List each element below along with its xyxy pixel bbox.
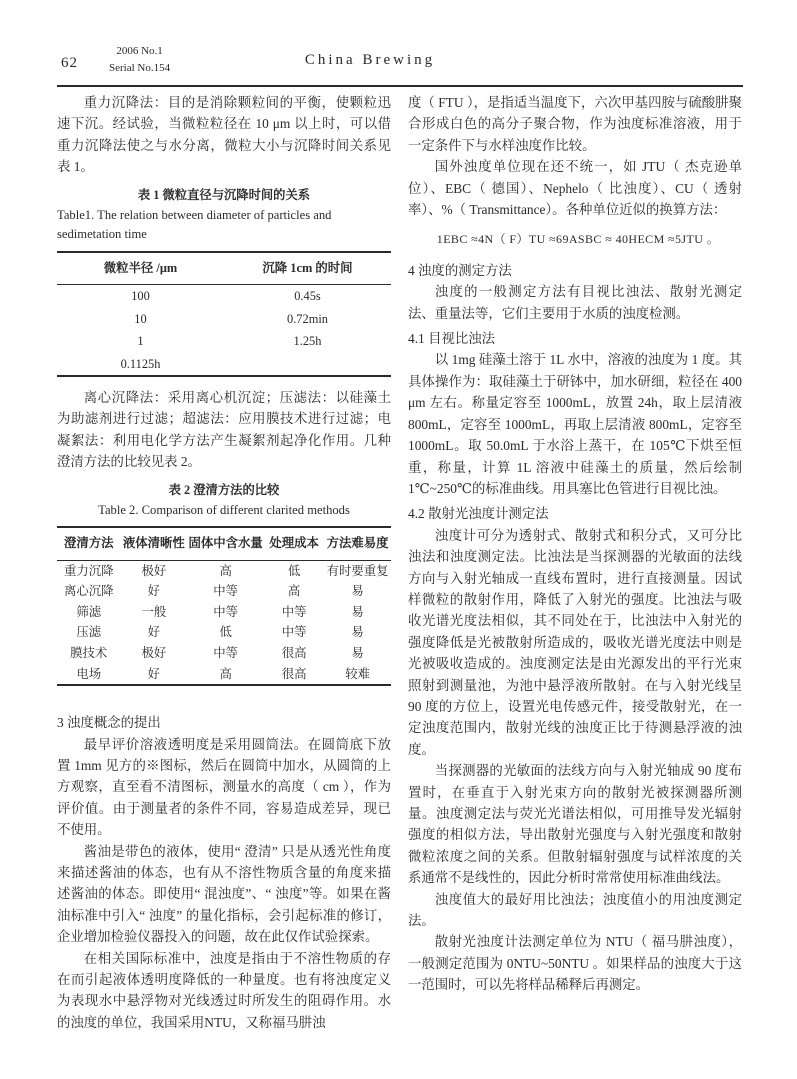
table-cell: 压滤 [76, 625, 102, 640]
table-cell: 好 [147, 584, 161, 599]
table-cell: 1.25h [293, 334, 322, 349]
table2-caption-zh: 表 2 澄清方法的比较 [168, 482, 280, 497]
table-cell: 易 [351, 625, 364, 640]
table-cell: 中等 [281, 625, 307, 640]
paragraph-international-standard: 在相关国际标准中，浊度是指由于不溶性物质的存在而引起液体透明度降低的一种量度。也有将浊度定义为表现水中悬浮物对光线透过时所发生的阻碍作用。水的浊度的单位，我国采用NTU，又称福马肼浊 [57, 950, 391, 1030]
table-cell: 一般 [141, 604, 167, 619]
article-body [57, 92, 743, 1033]
paragraph-ftu-continuation: 度（ FTU ），是指适当温度下，六次甲基四胺与硫酸肼聚合形成白色的高分子聚合物，作为浊度标准溶液，用于一定条件下与水样浊度作比较。 [408, 95, 742, 153]
table-cell: 极好 [141, 645, 167, 660]
table-row [57, 285, 391, 308]
table-header-cell: 澄清方法 [57, 527, 120, 560]
paragraph-cylinder-method: 最早评价溶液透明度是采用圆筒法。在圆筒底下放置 1mm 见方的※图标，然后在圆筒中加水，从圆筒的上方观察，直至看不清图标，测量水的高度（ cm ），作为评价值。由于测量者的条件不同，容易造成差异，现已不使用。 [57, 736, 391, 838]
table-cell: 高 [219, 666, 232, 681]
table-row [57, 527, 391, 560]
table-cell [224, 353, 391, 377]
table-cell: 1 [137, 334, 144, 349]
paragraph-clarification-methods: 离心沉降法：采用离心机沉淀；压滤法：以硅藻土为助滤剂进行过滤；超滤法：应用膜技术进行过滤；电凝絮法：利用电化学方法产生凝絮剂起净化作用。几种澄清方法的比较见表 2。 [57, 390, 391, 470]
table-cell: 100 [131, 289, 150, 304]
table-header-cell: 固体中含水量 [187, 527, 264, 560]
table-row [57, 581, 391, 602]
table-cell: 很高 [281, 645, 307, 660]
table-header-cell: 沉降 1cm 的时间 [224, 252, 391, 285]
table-cell: 低 [287, 563, 301, 578]
paragraph-scattered-light-1: 浊度计可分为透射式、散射式和积分式，又可分比浊法和浊度测定法。比浊法是当探测器的光敏面的法线方向与入射光轴成一直线布置时，进行直接测量。因试样微粒的散射作用，降低了入射光的强度。比浊法与吸收光谱光度法相似，其不同处在于，比浊法中入射光的强度降低是光被散射所造成的，吸收光谱光度法中则是光被吸收造成的。浊度测定法是由光源发出的平行光束照射到测量池，为池中悬浮液所散射。在与入射光线呈 90 度的方位上，设置光电传感元件，接受散射光，在一定浊度范围内，散射光线的浊度正比于待测悬浮液的浊度。 [408, 527, 742, 757]
section-4-1-heading: 4.1 目视比浊法 [408, 331, 496, 347]
issue-line2: Serial No.154 [109, 62, 171, 74]
table-cell: 高 [219, 563, 232, 578]
table1-caption-en-line1: Table1. The relation between diameter of particles and [57, 207, 332, 222]
table-row [57, 252, 391, 285]
left-column [57, 92, 391, 1033]
table-row [57, 664, 391, 686]
table-cell: 中等 [213, 645, 239, 660]
table-cell: 易 [351, 645, 364, 660]
table-header-cell: 液体清晰性 [120, 527, 187, 560]
table-header-cell: 微粒半径 /μm [57, 252, 224, 285]
table-cell: 好 [147, 666, 161, 681]
table-cell: 很高 [281, 666, 307, 681]
table2-caption-en: Table 2. Comparison of different clarited methods [98, 502, 350, 517]
table-1 [57, 251, 391, 377]
paragraph-scattered-light-2: 当探测器的光敏面的法线方向与入射光轴成 90 度布置时，在垂直于入射光束方向的散射光被探测器所测量。浊度测定法与荧光光谱法相似，可用推导发光辐射强度的相似方法，导出散射光强度与入射光强度和散射微粒浓度之间的关系。但散射辐射强度与试样浓度的关系通常不是线性的，因此分析时常常使用标准曲线法。 [408, 763, 742, 886]
table-cell: 较难 [345, 666, 370, 681]
unit-conversion-formula: 1EBC ≈4N（ F）TU ≈69ASBC ≈ 40HECM ≈5JTU 。 [436, 232, 720, 247]
issue-line1: 2006 No.1 [116, 45, 163, 57]
paragraph-gravity-sedimentation: 重力沉降法：目的是消除颗粒间的平衡，使颗粒迅速下沉。经试验，当微粒粒径在 10 μm 以上时，可以借重力沉降法使之与水分离，微粒大小与沉降时间关系见表 1。 [57, 95, 391, 175]
paragraph-visual-turbidimetry: 以 1mg 硅藻土溶于 1L 水中，溶液的浊度为 1 度。其具体操作为：取硅藻土于研钵中，加水研细，粒径在 400 μm 左右。称量定容至 1000mL，放置 24h，取上层清液 800mL，定容至 1000mL，再取上层清液 800mL，定容至 1000mL。取 50.0mL 于水浴上蒸干，在 105℃下烘至恒重，称量，计算 1L 溶液中硅藻土的质量，然后绘制 1℃~250℃的标准曲线。用具塞比色管进行目视比浊。 [408, 352, 742, 496]
table-cell: 重力沉降 [63, 563, 114, 578]
table-cell: 0.45s [294, 289, 321, 304]
table-cell: 有时要重复 [326, 563, 389, 578]
table-header-cell: 方法难易度 [324, 527, 391, 560]
table-cell: 中等 [213, 584, 239, 599]
table-row [57, 602, 391, 623]
table-cell: 0.1125h [120, 356, 161, 371]
table1-caption-zh: 表 1 微粒直径与沉降时间的关系 [137, 187, 311, 202]
table-header-cell: 处理成本 [264, 527, 324, 560]
page-number: 62 [61, 55, 78, 71]
paragraph-soy-sauce: 酱油是带色的液体，使用“ 澄清” 只是从透光性角度来描述酱油的体态，也有从不溶性物质含量的角度来描述酱油的体态。即使用“ 混浊度”、“ 浊度”等。如果在酱油标准中引入“ 浊度” 的量化指标，会引起标准的修订，企业增加检验仪器投入的问题，故在此仅作试验探索。 [57, 843, 391, 945]
table-cell: 中等 [213, 604, 239, 619]
table-cell: 极好 [141, 563, 167, 578]
table-row [57, 643, 391, 664]
paragraph-measurement-overview: 浊度的一般测定方法有目视比浊法、散射光测定法、重量法等，它们主要用于水质的浊度检测。 [408, 284, 742, 321]
table-row [57, 330, 391, 353]
table-cell: 易 [351, 604, 364, 619]
paragraph-method-comparison: 浊度值大的最好用比浊法；浊度值小的用浊度测定法。 [408, 891, 742, 929]
table-cell: 好 [147, 625, 161, 640]
section-3-heading: 3 浊度概念的提出 [57, 715, 161, 731]
page-header [57, 40, 743, 87]
table-2 [57, 526, 391, 686]
paragraph-ntu-range: 散射光浊度计法测定单位为 NTU（ 福马肼浊度），一般测定范围为 0NTU~50NTU 。如果样品的浊度大于这一范围时，可以先将样品稀释后再测定。 [408, 934, 742, 993]
table-row [57, 353, 391, 377]
table-cell: 离心沉降 [63, 584, 114, 599]
table1-caption-en-line2: sedimetation time [57, 227, 147, 242]
table-cell: 0.72min [287, 311, 328, 326]
table-row [57, 560, 391, 581]
table-cell: 高 [287, 584, 301, 599]
table-cell: 10 [134, 311, 147, 326]
table-row [57, 622, 391, 643]
table-cell: 中等 [281, 604, 307, 619]
table-cell: 低 [219, 625, 232, 640]
section-4-heading: 4 浊度的测定方法 [408, 262, 512, 278]
table-cell: 电场 [76, 666, 102, 681]
table-cell: 筛滤 [76, 604, 102, 619]
table-cell: 膜技术 [70, 645, 108, 660]
table-row [57, 308, 391, 331]
section-4-2-heading: 4.2 散射光浊度计测定法 [408, 506, 549, 522]
journal-title: China Brewing [304, 52, 436, 68]
table-cell: 易 [351, 584, 364, 599]
paragraph-foreign-units: 国外浊度单位现在还不统一，如 JTU（ 杰克逊单位）、EBC（ 德国）、Nephelo（ 比浊度）、CU（ 透射率）、%（ Transmittance）。各种单位近似的换算方法： [408, 159, 742, 218]
right-column [408, 92, 742, 1033]
